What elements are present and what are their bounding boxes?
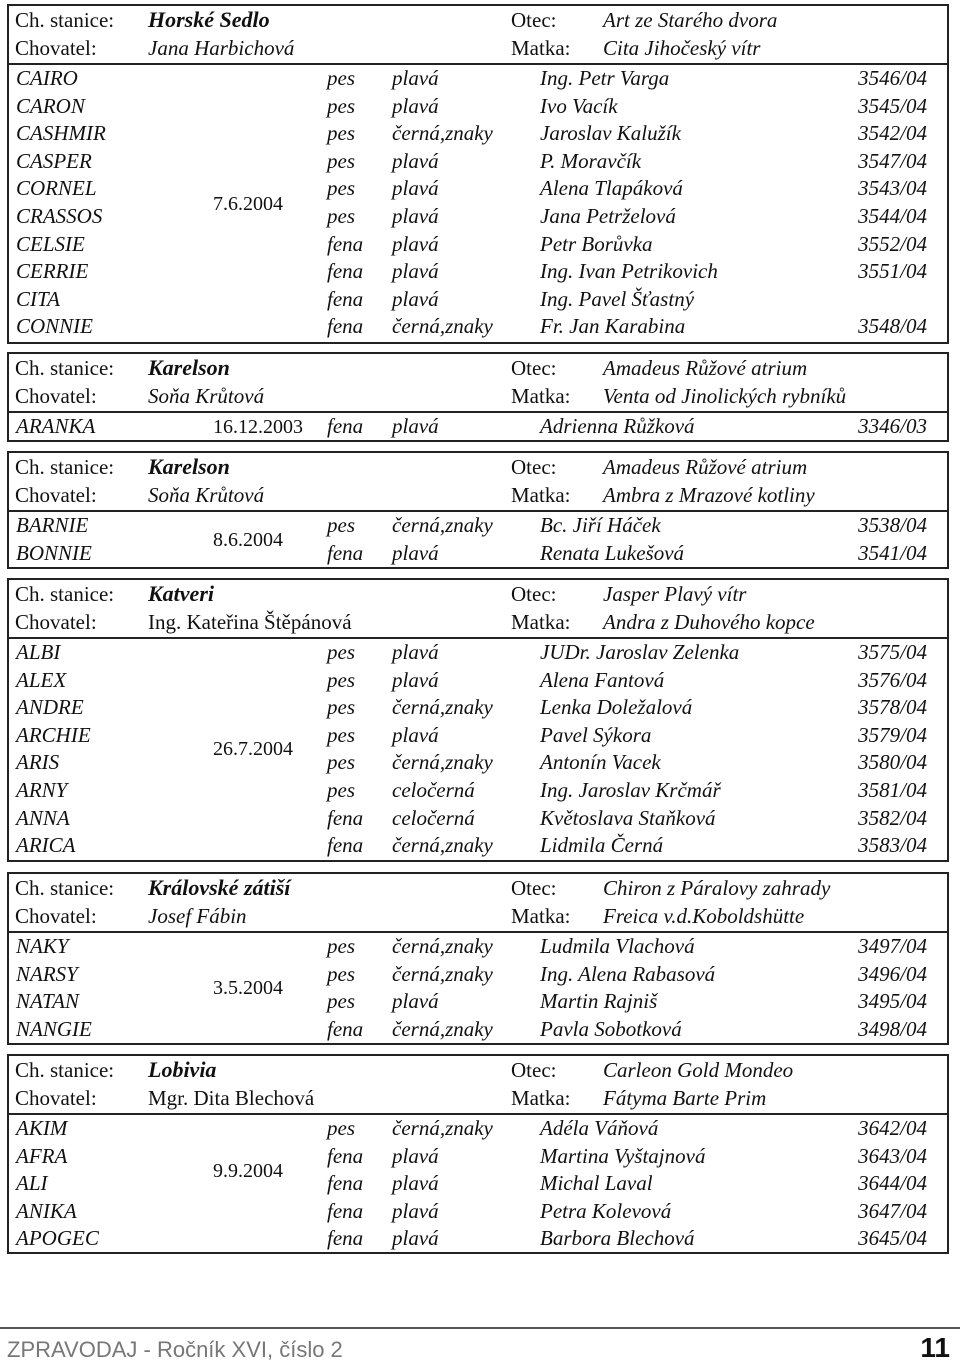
dog-row — [9, 1115, 947, 1143]
dog-name: ALBI — [16, 640, 61, 664]
registration-number: 3579/04 — [858, 722, 927, 747]
dog-sex: fena — [327, 1016, 364, 1041]
dog-sex: pes — [327, 750, 355, 775]
dog-name: CORNEL — [16, 176, 97, 201]
dog-owner: Ing. Petr Varga — [540, 66, 670, 90]
mother-name: Freica v.d.Koboldshütte — [603, 904, 805, 928]
dog-color: černá,znaky — [392, 695, 493, 720]
dog-name: ARANKA — [16, 414, 96, 438]
station-label: Ch. stanice: — [15, 1058, 115, 1082]
registration-number: 3346/03 — [858, 414, 927, 438]
dog-list — [9, 1115, 947, 1253]
dog-color: černá,znaky — [392, 961, 493, 986]
dog-name: ALI — [16, 1171, 48, 1196]
registration-number: 3642/04 — [858, 1116, 927, 1140]
dog-owner: Barbora Blechová — [540, 1226, 695, 1251]
dog-name: APOGEC — [16, 1226, 99, 1251]
litter-header — [9, 580, 947, 639]
breeder-label: Chovatel: — [15, 1086, 97, 1110]
registration-number: 3541/04 — [858, 540, 927, 565]
dog-sex: fena — [327, 286, 364, 311]
dog-name: ANIKA — [16, 1198, 77, 1223]
dog-sex: fena — [327, 414, 364, 438]
dog-row — [9, 413, 947, 441]
litter-header — [9, 453, 947, 512]
dog-row — [9, 231, 947, 259]
dog-sex: pes — [327, 148, 355, 173]
dog-row — [9, 694, 947, 722]
dog-sex: fena — [327, 1226, 364, 1251]
registration-number: 3542/04 — [858, 121, 927, 146]
dog-color: celočerná — [392, 805, 475, 830]
dog-row — [9, 313, 947, 341]
breeder-label: Chovatel: — [15, 384, 97, 408]
dog-owner: Pavla Sobotková — [540, 1016, 682, 1041]
mother-label: Matka: — [511, 904, 571, 928]
registration-number: 3643/04 — [858, 1143, 927, 1168]
dog-row — [9, 1225, 947, 1253]
station-label: Ch. stanice: — [15, 582, 115, 606]
dog-color: černá,znaky — [392, 1116, 493, 1140]
station-label: Ch. stanice: — [15, 8, 115, 32]
mother-label: Matka: — [511, 1086, 571, 1110]
dog-owner: Renata Lukešová — [540, 540, 685, 565]
kennel-name: Katveri — [148, 581, 214, 606]
dog-owner: Jana Petrželová — [540, 203, 676, 228]
dog-owner: Ing. Pavel Šťastný — [540, 286, 695, 311]
dog-color: černá,znaky — [392, 121, 493, 146]
registration-number: 3498/04 — [858, 1016, 927, 1041]
breeder-label: Chovatel: — [15, 904, 97, 928]
dog-owner: Ing. Ivan Petrikovich — [540, 259, 718, 284]
registration-number: 3576/04 — [858, 667, 927, 692]
father-label: Otec: — [511, 356, 557, 380]
registration-number: 3548/04 — [858, 314, 927, 339]
footer-divider — [0, 1327, 960, 1329]
father-label: Otec: — [511, 455, 557, 479]
dog-sex: fena — [327, 540, 364, 565]
dog-sex: fena — [327, 314, 364, 339]
father-name: Chiron z Páralovy zahrady — [603, 876, 831, 900]
dog-owner: Lidmila Černá — [540, 833, 664, 858]
dog-row — [9, 933, 947, 961]
dog-owner: Jaroslav Kalužík — [540, 121, 681, 146]
dog-owner: Antonín Vacek — [540, 750, 661, 775]
dog-sex: fena — [327, 833, 364, 858]
station-label: Ch. stanice: — [15, 455, 115, 479]
dog-name: AFRA — [16, 1143, 68, 1168]
registration-number: 3551/04 — [858, 259, 927, 284]
dog-owner: Fr. Jan Karabina — [540, 314, 686, 339]
mother-label: Matka: — [511, 36, 571, 60]
dog-owner: P. Moravčík — [540, 148, 642, 173]
dog-sex: pes — [327, 667, 355, 692]
dog-owner: Petra Kolevová — [540, 1198, 672, 1223]
dog-color: plavá — [392, 148, 439, 173]
registration-number: 3547/04 — [858, 148, 927, 173]
litter-block — [7, 872, 949, 1045]
dog-owner: Ivo Vacík — [540, 93, 618, 118]
litter-header — [9, 6, 947, 65]
dog-row — [9, 667, 947, 695]
dog-color: plavá — [392, 989, 439, 1014]
page-number: 11 — [920, 1332, 950, 1363]
dog-name: ARICA — [16, 833, 76, 858]
dog-color: plavá — [392, 667, 439, 692]
dog-color: plavá — [392, 286, 439, 311]
dog-name: CERRIE — [16, 259, 89, 284]
dog-color: plavá — [392, 231, 439, 256]
dog-color: plavá — [392, 540, 439, 565]
station-label: Ch. stanice: — [15, 876, 115, 900]
registration-number: 3581/04 — [858, 777, 927, 802]
mother-name: Venta od Jinolických rybníků — [603, 384, 847, 408]
breeder-name: Soňa Krůtová — [148, 483, 265, 507]
dog-color: plavá — [392, 722, 439, 747]
dog-color: plavá — [392, 203, 439, 228]
registration-number: 3545/04 — [858, 93, 927, 118]
dog-sex: pes — [327, 121, 355, 146]
dog-color: celočerná — [392, 777, 475, 802]
dog-sex: pes — [327, 640, 355, 664]
dog-owner: Ludmila Vlachová — [540, 934, 695, 958]
dog-owner: Adéla Váňová — [540, 1116, 659, 1140]
dog-sex: fena — [327, 805, 364, 830]
dog-owner: Martina Vyštajnová — [540, 1143, 706, 1168]
dog-owner: Alena Fantová — [540, 667, 665, 692]
registration-number: 3582/04 — [858, 805, 927, 830]
breeder-name: Jana Harbichová — [148, 36, 295, 60]
dog-color: plavá — [392, 259, 439, 284]
dog-sex: pes — [327, 695, 355, 720]
dog-name: BARNIE — [16, 513, 89, 537]
dog-name: ANNA — [16, 805, 70, 830]
dog-name: ARNY — [16, 777, 68, 802]
dog-color: plavá — [392, 1226, 439, 1251]
mother-label: Matka: — [511, 483, 571, 507]
dog-sex: fena — [327, 1198, 364, 1223]
dog-sex: pes — [327, 989, 355, 1014]
dog-owner: Ing. Alena Rabasová — [540, 961, 716, 986]
dog-list — [9, 933, 947, 1043]
dog-sex: fena — [327, 1143, 364, 1168]
dog-name: ALEX — [16, 667, 67, 692]
dog-owner: Lenka Doležalová — [540, 695, 693, 720]
dog-name: CAIRO — [16, 66, 78, 90]
dog-sex: fena — [327, 1171, 364, 1196]
registration-number: 3647/04 — [858, 1198, 927, 1223]
father-name: Art ze Starého dvora — [603, 8, 778, 32]
dog-owner: Ing. Jaroslav Krčmář — [540, 777, 721, 802]
dog-owner: Petr Borůvka — [540, 231, 653, 256]
birth-date: 16.12.2003 — [213, 416, 303, 438]
registration-number: 3552/04 — [858, 231, 927, 256]
dog-owner: Pavel Sýkora — [540, 722, 652, 747]
kennel-name: Královské zátiší — [148, 875, 291, 900]
dog-sex: pes — [327, 1116, 355, 1140]
dog-color: plavá — [392, 1171, 439, 1196]
dog-color: černá,znaky — [392, 513, 493, 537]
dog-list — [9, 639, 947, 860]
registration-number: 3496/04 — [858, 961, 927, 986]
dog-row — [9, 93, 947, 121]
litter-header — [9, 874, 947, 933]
dog-color: plavá — [392, 414, 439, 438]
birth-date: 3.5.2004 — [213, 977, 283, 999]
dog-sex: pes — [327, 66, 355, 90]
dog-color: plavá — [392, 1198, 439, 1223]
dog-name: NAKY — [16, 934, 69, 958]
dog-name: ARIS — [16, 750, 60, 775]
dog-list — [9, 512, 947, 568]
registration-number: 3497/04 — [858, 934, 927, 958]
dog-name: NARSY — [16, 961, 78, 986]
registration-number: 3644/04 — [858, 1171, 927, 1196]
registration-number: 3546/04 — [858, 66, 927, 90]
dog-name: NANGIE — [16, 1016, 92, 1041]
dog-list — [9, 413, 947, 441]
dog-sex: pes — [327, 934, 355, 958]
dog-row — [9, 722, 947, 750]
dog-sex: fena — [327, 259, 364, 284]
mother-name: Cita Jihočeský vítr — [603, 36, 761, 60]
kennel-name: Karelson — [148, 355, 230, 380]
kennel-name: Horské Sedlo — [148, 7, 270, 32]
dog-row — [9, 258, 947, 286]
dog-owner: Alena Tlapáková — [540, 176, 683, 201]
dog-color: černá,znaky — [392, 750, 493, 775]
dog-row — [9, 777, 947, 805]
birth-date: 7.6.2004 — [213, 193, 283, 215]
dog-row — [9, 175, 947, 203]
breeder-name: Josef Fábin — [148, 904, 247, 928]
birth-date: 8.6.2004 — [213, 529, 283, 551]
dog-name: CASPER — [16, 148, 92, 173]
dog-row — [9, 988, 947, 1016]
dog-color: plavá — [392, 66, 439, 90]
dog-row — [9, 512, 947, 540]
registration-number: 3543/04 — [858, 176, 927, 201]
dog-sex: pes — [327, 513, 355, 537]
dog-sex: pes — [327, 93, 355, 118]
dog-owner: Martin Rajniš — [540, 989, 658, 1014]
kennel-name: Karelson — [148, 454, 230, 479]
litter-block — [7, 451, 949, 569]
dog-owner: Michal Laval — [540, 1171, 653, 1196]
dog-name: CITA — [16, 286, 60, 311]
dog-row — [9, 1170, 947, 1198]
dog-row — [9, 961, 947, 989]
dog-owner: JUDr. Jaroslav Zelenka — [540, 640, 740, 664]
dog-row — [9, 749, 947, 777]
dog-row — [9, 540, 947, 568]
dog-color: plavá — [392, 176, 439, 201]
litter-header — [9, 354, 947, 413]
father-name: Amadeus Růžové atrium — [603, 356, 808, 380]
dog-row — [9, 148, 947, 176]
dog-name: CONNIE — [16, 314, 94, 339]
dog-sex: fena — [327, 231, 364, 256]
breeder-label: Chovatel: — [15, 483, 97, 507]
dog-name: BONNIE — [16, 540, 92, 565]
father-label: Otec: — [511, 582, 557, 606]
registration-number: 3544/04 — [858, 203, 927, 228]
mother-label: Matka: — [511, 610, 571, 634]
dog-color: černá,znaky — [392, 934, 493, 958]
dog-sex: pes — [327, 961, 355, 986]
father-name: Jasper Plavý vítr — [603, 582, 747, 606]
kennel-name: Lobivia — [148, 1057, 217, 1082]
dog-owner: Adrienna Růžková — [540, 414, 695, 438]
litter-block — [7, 1054, 949, 1254]
station-label: Ch. stanice: — [15, 356, 115, 380]
registration-number: 3578/04 — [858, 695, 927, 720]
dog-row — [9, 65, 947, 93]
registration-number: 3583/04 — [858, 833, 927, 858]
birth-date: 9.9.2004 — [213, 1160, 283, 1182]
dog-color: plavá — [392, 93, 439, 118]
litter-block — [7, 352, 949, 442]
litter-block — [7, 578, 949, 862]
dog-color: černá,znaky — [392, 314, 493, 339]
father-name: Carleon Gold Mondeo — [603, 1058, 794, 1082]
breeder-label: Chovatel: — [15, 610, 97, 634]
dog-owner: Bc. Jiří Háček — [540, 513, 661, 537]
dog-row — [9, 286, 947, 314]
father-label: Otec: — [511, 1058, 557, 1082]
dog-sex: pes — [327, 777, 355, 802]
breeder-name: Ing. Kateřina Štěpánová — [148, 610, 352, 634]
registration-number: 3575/04 — [858, 640, 927, 664]
dog-row — [9, 1143, 947, 1171]
dog-name: CRASSOS — [16, 203, 103, 228]
dog-list — [9, 65, 947, 341]
dog-name: CARON — [16, 93, 85, 118]
dog-color: černá,znaky — [392, 1016, 493, 1041]
mother-name: Fátyma Barte Prim — [603, 1086, 767, 1110]
registration-number: 3495/04 — [858, 989, 927, 1014]
dog-color: plavá — [392, 1143, 439, 1168]
dog-row — [9, 832, 947, 860]
mother-name: Ambra z Mrazové kotliny — [603, 483, 815, 507]
dog-name: AKIM — [16, 1116, 68, 1140]
dog-color: černá,znaky — [392, 833, 493, 858]
dog-name: NATAN — [16, 989, 80, 1014]
mother-label: Matka: — [511, 384, 571, 408]
dog-row — [9, 805, 947, 833]
dog-color: plavá — [392, 640, 439, 664]
dog-sex: pes — [327, 722, 355, 747]
dog-row — [9, 1016, 947, 1044]
dog-sex: pes — [327, 176, 355, 201]
registration-number: 3645/04 — [858, 1226, 927, 1251]
mother-name: Andra z Duhového kopce — [603, 610, 815, 634]
dog-row — [9, 120, 947, 148]
registration-number: 3538/04 — [858, 513, 927, 537]
breeder-label: Chovatel: — [15, 36, 97, 60]
dog-row — [9, 1198, 947, 1226]
dog-owner: Květoslava Staňková — [540, 805, 716, 830]
breeder-name: Soňa Krůtová — [148, 384, 265, 408]
dog-row — [9, 203, 947, 231]
dog-name: CASHMIR — [16, 121, 106, 146]
litter-header — [9, 1056, 947, 1115]
dog-row — [9, 639, 947, 667]
footer-title: ZPRAVODAJ - Ročník XVI, číslo 2 — [7, 1337, 343, 1362]
dog-name: ANDRE — [16, 695, 84, 720]
father-label: Otec: — [511, 8, 557, 32]
dog-name: CELSIE — [16, 231, 85, 256]
father-name: Amadeus Růžové atrium — [603, 455, 808, 479]
birth-date: 26.7.2004 — [213, 738, 293, 760]
dog-sex: pes — [327, 203, 355, 228]
father-label: Otec: — [511, 876, 557, 900]
litter-block — [7, 4, 949, 344]
registration-number: 3580/04 — [858, 750, 927, 775]
breeder-name: Mgr. Dita Blechová — [148, 1086, 315, 1110]
dog-name: ARCHIE — [16, 722, 91, 747]
